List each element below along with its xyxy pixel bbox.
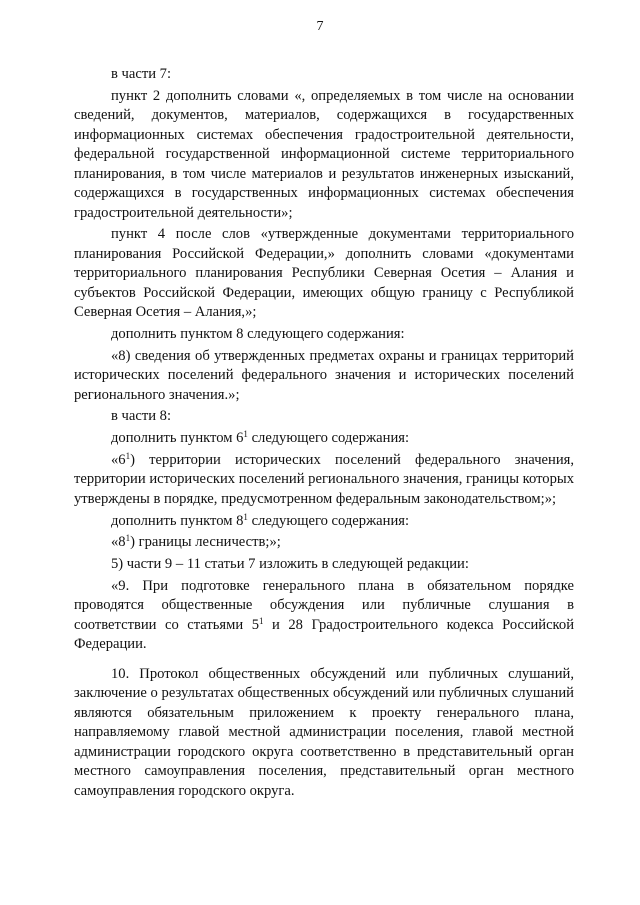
superscript: 1 — [125, 450, 131, 461]
paragraph-part-9-text — [74, 577, 574, 655]
paragraph-text-post: следующего содержания: — [247, 430, 410, 447]
paragraph-point-4-amendment: пункт 4 после слов «утвержденные документами территориального планирования Российской Федерации,» дополнить словами «документами территориального планирования Республики Северная Осетия – Алания и субъектов Российской Федерации, имеющих общую границу с Республикой Северная Осетия – Алания,»; — [74, 226, 574, 321]
paragraph-text-pre: «8 — [111, 534, 126, 551]
paragraph-text-pre: «6 — [111, 451, 126, 468]
superscript: 1 — [259, 615, 264, 626]
paragraph-part-10-text: 10. Протокол общественных обсуждений или публичных слушаний, заключение о результатах общественных обсуждений или публичных слушаний являются обязательным приложением к проекту генерального плана, направляемому главой местной администрации поселения, главой местной администрации городского округа соответственно в представительный орган местного самоуправления поселения, представительный орган местного самоуправления городского округа. — [74, 665, 574, 799]
paragraph-point-2-amendment: пункт 2 дополнить словами «, определяемых в том числе на основании сведений, документов, материалов, содержащихся в государственных информационных системах обеспечения градостроительной деятельности, федеральной государственной информационной системе территориального планирования, в том числе материалов и результатов инженерных изысканий, содержащихся в государственных информационных системах обеспечения градостроительной деятельности»; — [74, 87, 574, 221]
paragraph-point-6-1-text — [74, 451, 574, 510]
paragraph-add-point-6-1 — [74, 429, 574, 449]
superscript: 1 — [243, 511, 248, 522]
paragraph-text-pre: дополнить пунктом 8 — [111, 512, 244, 529]
paragraph-point-8-1-text — [74, 533, 574, 553]
paragraph-part-7-heading: в части 7: — [111, 66, 172, 82]
document-body — [74, 65, 574, 803]
paragraph-text-post: ) границы лесничеств;»; — [130, 534, 281, 551]
paragraph-text-pre: дополнить пунктом 6 — [111, 430, 244, 447]
paragraph-add-point-8-1 — [74, 512, 574, 532]
page-number: 7 — [316, 19, 324, 34]
paragraph-text-pre: «9. При подготовке генерального плана в обязательном порядке проводятся общественные обсуждения или публичные слушания в соответствии со статьями 5 — [74, 577, 574, 633]
paragraph-text-post: следующего содержания: — [247, 512, 410, 529]
superscript: 1 — [243, 429, 248, 440]
superscript: 1 — [125, 533, 131, 544]
paragraph-text-post: ) территории исторических поселений федерального значения, территории исторических поселений регионального значения, границы которых утверждены в порядке, предусмотренном федеральным законодательством;»; — [74, 451, 574, 507]
paragraph-part-8-heading: в части 8: — [111, 408, 172, 425]
paragraph-point-8-text: «8) сведения об утвержденных предметах охраны и границах территорий исторических поселений федерального значения и исторических поселений регионального значения.»; — [74, 347, 574, 403]
paragraph-add-point-8: дополнить пунктом 8 следующего содержания: — [111, 326, 405, 343]
paragraph-item-5: 5) части 9 – 11 статьи 7 изложить в следующей редакции: — [111, 555, 469, 572]
paragraph-text-post: и 28 Градостроительного кодекса Российской Федерации. — [74, 616, 575, 653]
